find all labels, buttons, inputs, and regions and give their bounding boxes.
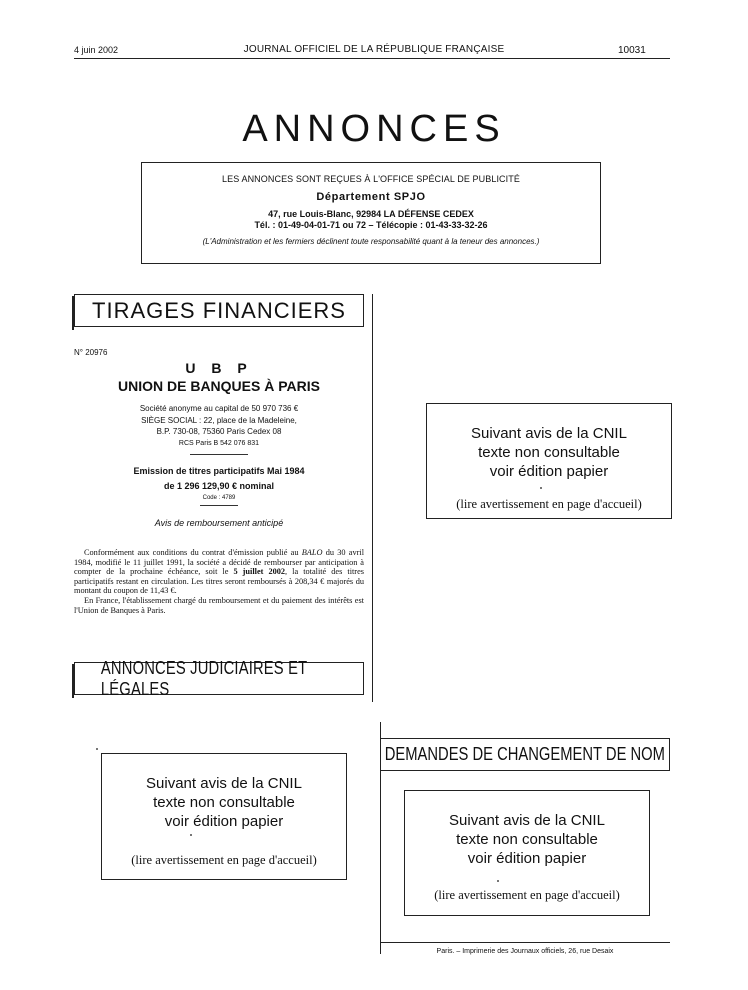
scan-speck (540, 487, 542, 489)
cnil-line: Suivant avis de la CNIL (449, 812, 605, 829)
printer-footer: Paris. – Imprimerie des Journaux officiels, 26, rue Desaix (436, 948, 614, 955)
company-capital: Société anonyme au capital de 50 970 736 € (139, 404, 299, 413)
disclaimer: (L'Administration et les fermiers déclinent toute responsabilité quant à la teneur des annonces.) (202, 237, 540, 246)
company-name: UNION DE BANQUES À PARIS (118, 378, 320, 394)
cnil-notice-box (404, 790, 650, 916)
cnil-line: texte non consultable (456, 831, 598, 848)
company-abbreviation: U B P (185, 360, 253, 376)
cnil-notice-box (101, 753, 347, 880)
page-number: 10031 (618, 45, 646, 56)
office-address: 47, rue Louis-Blanc, 92984 LA DÉFENSE CEDEX (268, 209, 474, 219)
cnil-line: Suivant avis de la CNIL (471, 425, 627, 442)
cnil-notice-box (426, 403, 672, 519)
cnil-warning: (lire avertissement en page d'accueil) (131, 853, 317, 867)
header-rule (74, 58, 670, 59)
journal-title: JOURNAL OFFICIEL DE LA RÉPUBLIQUE FRANÇAISE (243, 44, 505, 55)
emission-nominal: de 1 296 129,90 € nominal (163, 481, 275, 491)
company-headquarters: SIÈGE SOCIAL : 22, place de la Madeleine, (141, 416, 297, 425)
company-rcs: RCS Paris B 542 076 831 (178, 440, 260, 447)
office-notice: LES ANNONCES SONT REÇUES À L'OFFICE SPÉCIAL DE PUBLICITÉ (222, 174, 520, 184)
section-heading-label: ANNONCES JUDICIAIRES ET LÉGALES (100, 657, 307, 699)
cnil-line: voir édition papier (164, 813, 284, 830)
publication-name: BALO (301, 548, 323, 557)
publicity-office-box (141, 162, 601, 264)
cnil-warning: (lire avertissement en page d'accueil) (434, 888, 620, 902)
notice-paragraph (74, 548, 364, 596)
footer-rule (380, 942, 670, 943)
column-divider (372, 294, 373, 702)
notice-body (74, 548, 364, 615)
section-heading-changement-nom (380, 738, 670, 771)
text-run: du 30 avril 1984, modifié le 11 juillet 1991, la société a décidé de rembourser par anticipation à compter de la prochaine échéance, soit le (74, 548, 364, 577)
section-heading-label: DEMANDES DE CHANGEMENT DE NOM (384, 744, 666, 764)
announcement-number: N° 20976 (74, 348, 108, 357)
notice-paragraph: En France, l'établissement chargé du remboursement et du paiement des intérêts est l'Union de Banques à Paris. (74, 595, 364, 615)
text-run: , la totalité des titres participatifs restant en circulation. Les titres seront remboursés à 208,34 € majorés du montant du coupon de 11,43 €. (74, 567, 364, 596)
cnil-warning: (lire avertissement en page d'accueil) (456, 497, 642, 511)
scan-speck (497, 880, 499, 882)
cnil-line: texte non consultable (153, 794, 295, 811)
cnil-line: texte non consultable (478, 444, 620, 461)
cnil-line: Suivant avis de la CNIL (146, 775, 302, 792)
notice-subtitle: Avis de remboursement anticipé (154, 518, 284, 528)
emission-title: Emission de titres participatifs Mai 1984 (133, 466, 305, 476)
issue-date: 4 juin 2002 (74, 45, 119, 55)
emission-code: Code : 4789 (202, 495, 236, 501)
company-postal-box: B.P. 730-08, 75360 Paris Cedex 08 (156, 427, 282, 436)
office-phone: Tél. : 01-49-04-01-71 ou 72 – Télécopie : 01-43-33-32-26 (254, 220, 488, 230)
cnil-line: voir édition papier (467, 850, 587, 867)
separator-rule (190, 454, 248, 455)
section-heading-label: TIRAGES FINANCIERS (92, 297, 346, 323)
department-name: Département SPJO (316, 191, 426, 203)
section-heading-tirages (74, 294, 364, 327)
cnil-line: voir édition papier (489, 463, 609, 480)
scan-speck (190, 834, 192, 836)
section-heading-judiciaires (74, 657, 364, 699)
redemption-date: 5 juillet 2002 (233, 567, 286, 577)
separator-rule (200, 505, 238, 506)
text-run: Conformément aux conditions du contrat d'émission publié au (84, 548, 302, 557)
scan-speck (96, 748, 98, 750)
page-title: ANNONCES (242, 108, 506, 150)
